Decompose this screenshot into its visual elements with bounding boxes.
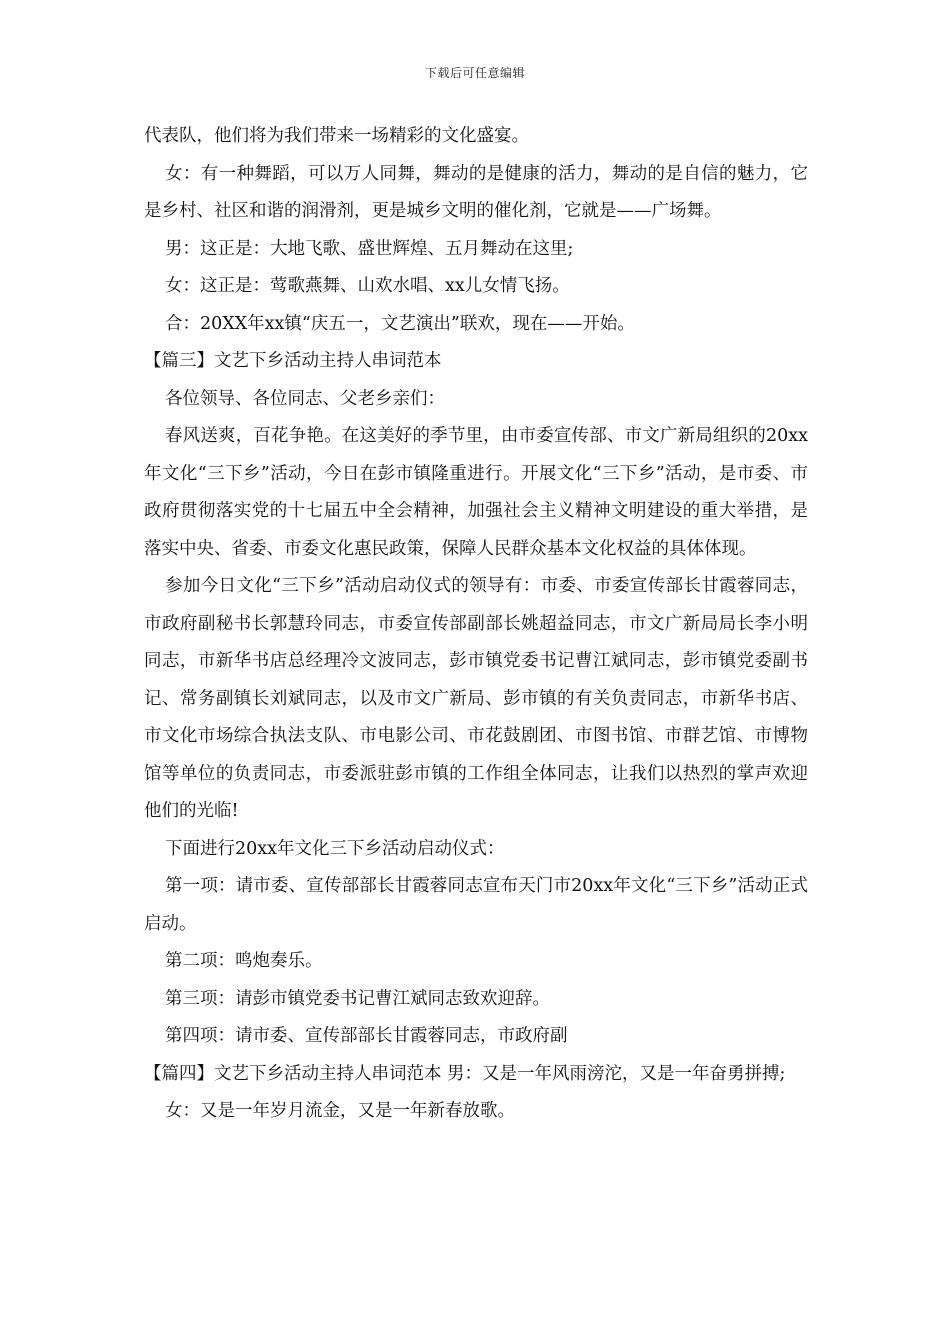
document-body xyxy=(144,118,808,1131)
paragraph: 女：这正是：莺歌燕舞、山欢水唱、xx儿女情飞扬。 xyxy=(165,276,570,296)
paragraph: 各位领导、各位同志、父老乡亲们： xyxy=(165,388,445,409)
paragraph: 第一项：请市委、宣传部部长甘霞蓉同志宣布天门市20xx年文化“三下乡”活动正式启动。 xyxy=(144,876,808,934)
paragraph: 合：20XX年xx镇“庆五一，文艺演出”联欢，现在——开始。 xyxy=(165,313,635,334)
paragraph: 男：这正是：大地飞歌、盛世辉煌、五月舞动在这里; xyxy=(165,238,574,259)
paragraph: 第四项：请市委、宣传部部长甘霞蓉同志，市政府副 xyxy=(165,1026,568,1046)
paragraph: 春风送爽，百花争艳。在这美好的季节里，由市委宣传部、市文广新局组织的20xx年文化“三下乡”活动，今日在彭市镇隆重进行。开展文化“三下乡”活动，是市委、市政府贯彻落实党的十七届五中全会精神，加强社会主义精神文明建设的重大举措，是落实中央、省委、市委文化惠民政策，保障人民群众基本文化权益的具体体现。 xyxy=(144,426,808,559)
paragraph: 下面进行20xx年文化三下乡活动启动仪式： xyxy=(165,838,505,859)
paragraph: 女：有一种舞蹈，可以万人同舞，舞动的是健康的活力，舞动的是自信的魅力，它是乡村、社区和谐的润滑剂，更是城乡文明的催化剂，它就是——广场舞。 xyxy=(144,163,808,221)
paragraph: 第二项：鸣炮奏乐。 xyxy=(165,951,323,971)
paragraph: 第三项：请彭市镇党委书记曹江斌同志致欢迎辞。 xyxy=(165,988,550,1009)
page-header: 下载后可任意编辑 xyxy=(424,66,525,80)
paragraph: 女：又是一年岁月流金，又是一年新春放歌。 xyxy=(165,1101,515,1121)
paragraph: 参加今日文化“三下乡”活动启动仪式的领导有：市委、市委宣传部长甘霞蓉同志，市政府副秘书长郭慧玲同志，市委宣传部副部长姚超益同志，市文广新局局长李小明同志，市新华书店总经理冷文波同志，彭市镇党委书记曹江斌同志，彭市镇党委副书记、常务副镇长刘斌同志，以及市文广新局、彭市镇的有关负责同志，市新华书店、市文化市场综合执法支队、市电影公司、市花鼓剧团、市图书馆、市群艺馆、市博物馆等单位的负责同志，市委派驻彭市镇的工作组全体同志，让我们以热烈的掌声欢迎他们的光临! xyxy=(144,576,808,821)
paragraph: 代表队，他们将为我们带来一场精彩的文化盛宴。 xyxy=(144,126,529,146)
section-heading: 【篇三】文艺下乡活动主持人串词范本 xyxy=(144,351,442,371)
section-heading: 【篇四】文艺下乡活动主持人串词范本 男：又是一年风雨滂沱，又是一年奋勇拼搏; xyxy=(144,1063,786,1084)
